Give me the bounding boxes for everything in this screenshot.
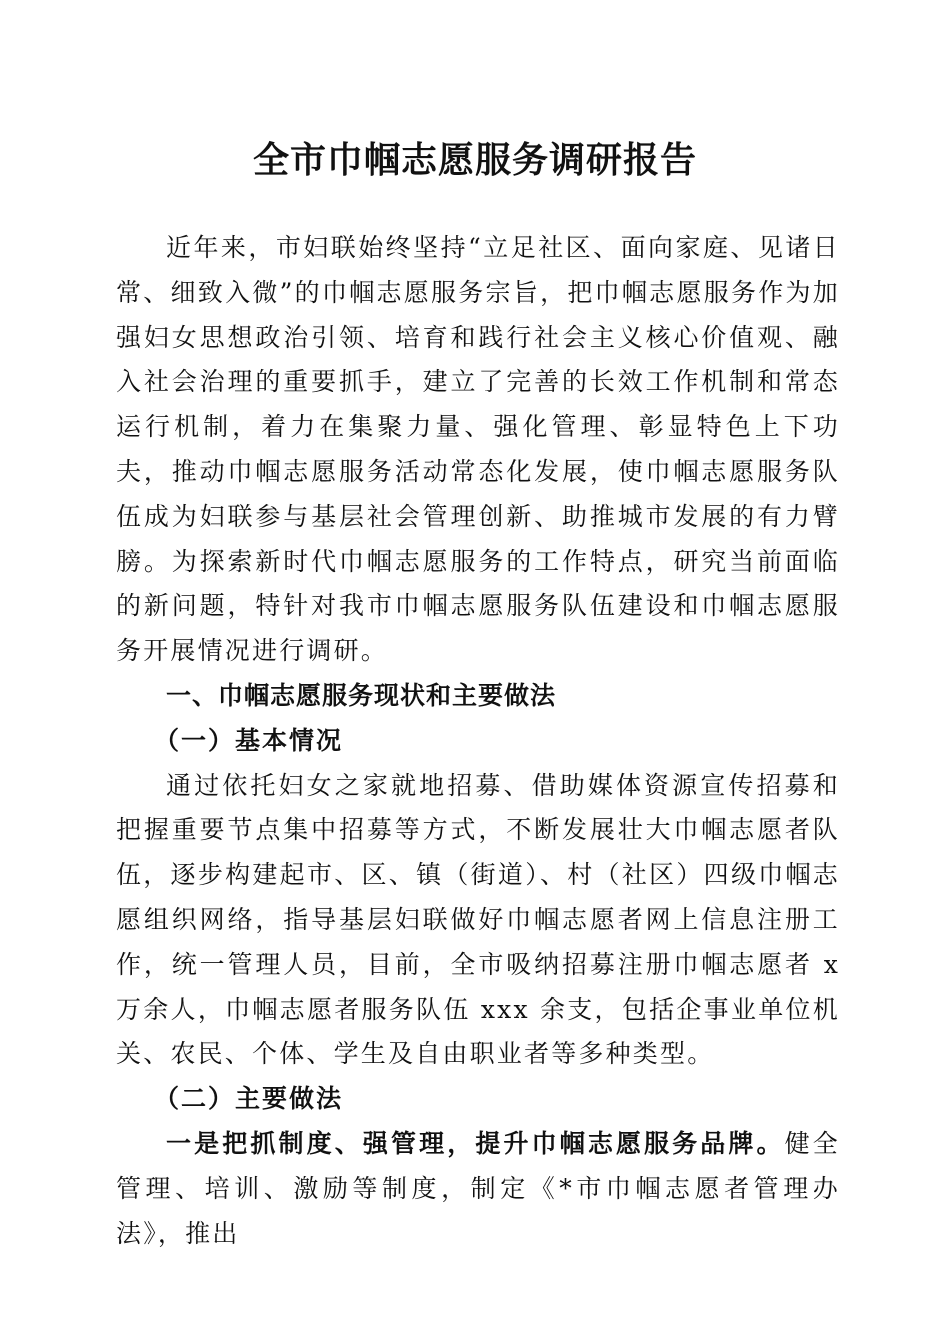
point-one-lead: 一是把抓制度、强管理，提升巾帼志愿服务品牌。 <box>166 1128 785 1158</box>
methods-paragraph <box>116 1122 840 1256</box>
section-heading-1: 一、巾帼志愿服务现状和主要做法 <box>166 680 557 710</box>
document-title: 全市巾帼志愿服务调研报告 <box>252 139 697 181</box>
document-body <box>116 226 840 1256</box>
point-one-text: 健全管理、培训、激励等制度，制定《*市巾帼志愿者管理办法》，推出 <box>116 1128 840 1248</box>
basic-situation-paragraph: 通过依托妇女之家就地招募、借助媒体资源宣传招募和把握重要节点集中招募等方式，不断发展壮大巾帼志愿者队伍，逐步构建起市、区、镇（街道）、村（社区）四级巾帼志愿组织网络，指导基层妇联做好巾帼志愿者网上信息注册工作，统一管理人员，目前，全市吸纳招募注册巾帼志愿者 x 万余人，巾帼志愿者服务队伍 xxx 余支，包括企事业单位机关、农民、个体、学生及自由职业者等多种类型。 <box>116 770 840 1069</box>
intro-paragraph: 近年来，市妇联始终坚持“立足社区、面向家庭、见诸日常、细致入微”的巾帼志愿服务宗旨，把巾帼志愿服务作为加强妇女思想政治引领、培育和践行社会主义核心价值观、融入社会治理的重要抓手，建立了完善的长效工作机制和常态运行机制，着力在集聚力量、强化管理、彰显特色上下功夫，推动巾帼志愿服务活动常态化发展，使巾帼志愿服务队伍成为妇联参与基层社会管理创新、助推城市发展的有力臂膀。为探索新时代巾帼志愿服务的工作特点，研究当前面临的新问题，特针对我市巾帼志愿服务队伍建设和巾帼志愿服务开展情况进行调研。 <box>116 233 840 666</box>
subsection-heading-basic: （一）基本情况 <box>154 725 344 755</box>
subsection-heading-methods: （二）主要做法 <box>154 1084 344 1114</box>
